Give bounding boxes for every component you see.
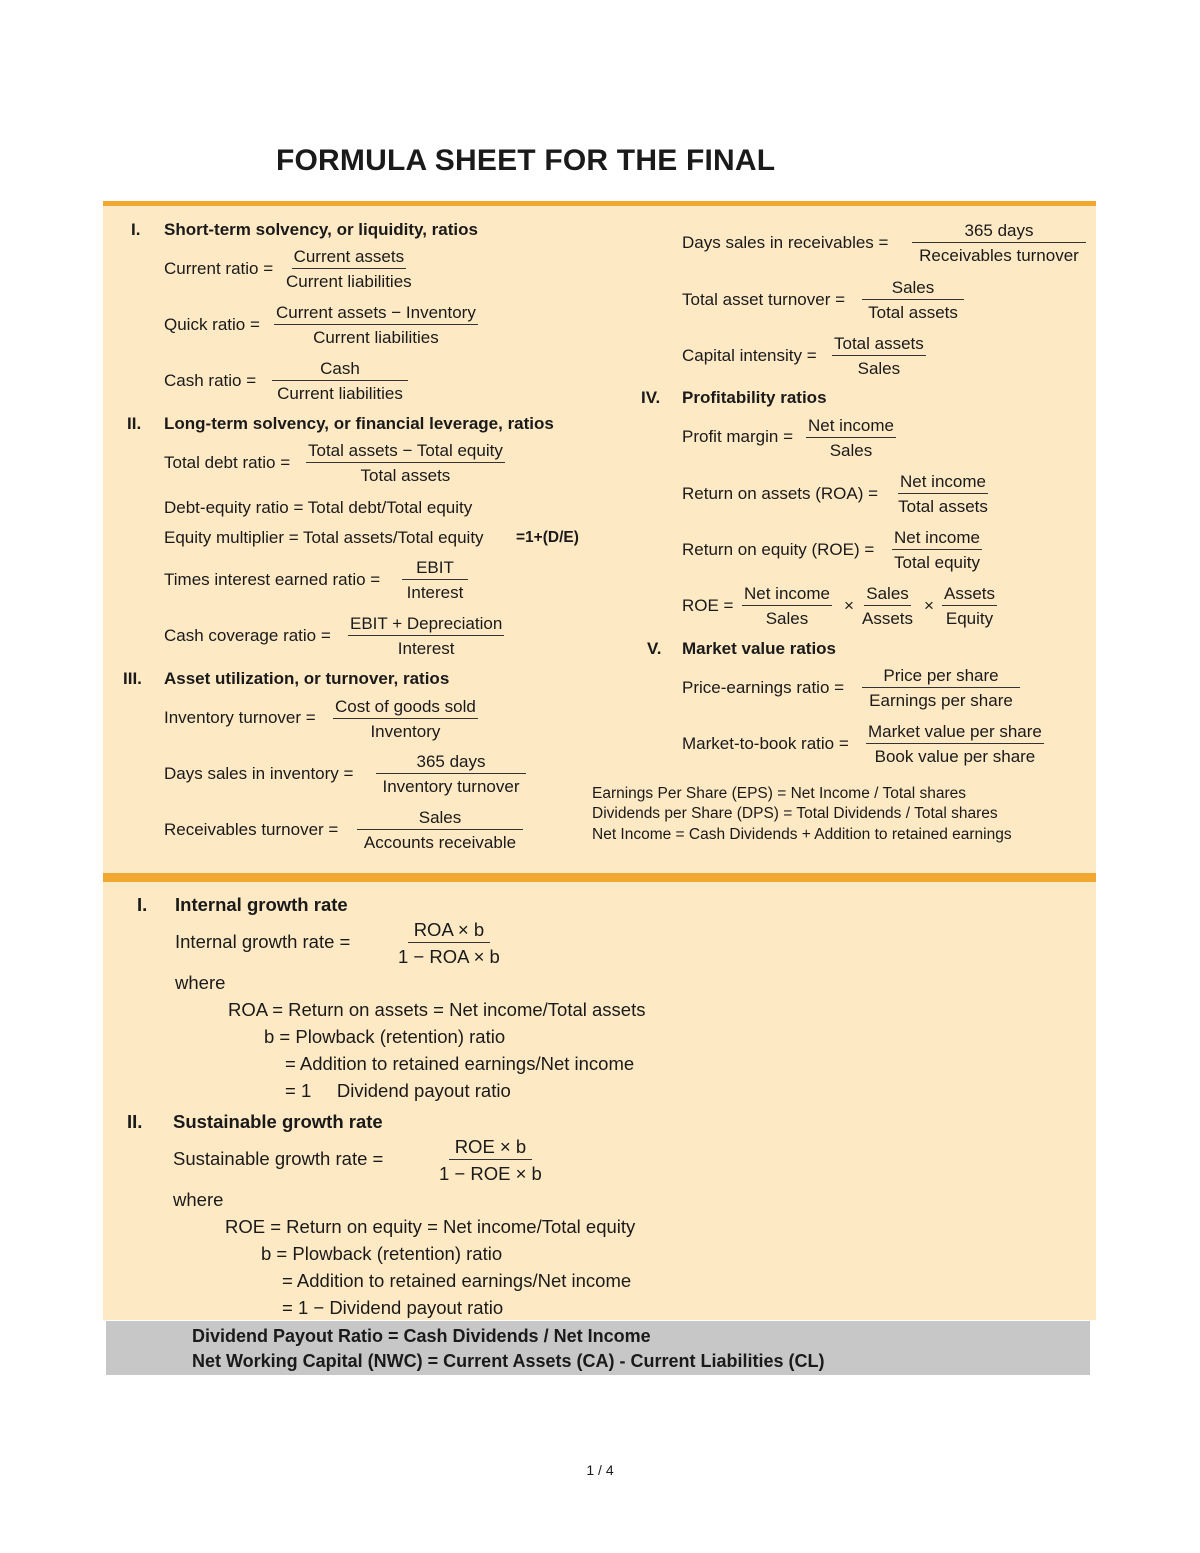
times-symbol: × xyxy=(924,596,934,615)
internal-growth-title: Internal growth rate xyxy=(175,894,348,915)
pe-ratio-label: Price-earnings ratio = xyxy=(682,678,845,697)
numerator: Sales xyxy=(864,584,911,606)
denominator: Total equity xyxy=(893,553,980,572)
times-symbol: × xyxy=(844,596,854,615)
numerator: Current assets xyxy=(292,247,407,269)
section-title-liquidity: Short-term solvency, or liquidity, ratios xyxy=(164,220,478,239)
numerator: 365 days xyxy=(376,752,526,774)
cash-ratio-label: Cash ratio = xyxy=(164,371,257,390)
section-number: V. xyxy=(647,639,662,658)
equity-multiplier-note: =1+(D/E) xyxy=(516,529,579,546)
numerator: Net income xyxy=(742,584,832,606)
roe-label: Return on equity (ROE) = xyxy=(682,540,875,559)
section-title-leverage: Long-term solvency, or financial leverage, ratios xyxy=(164,414,554,433)
sustainable-growth-label: Sustainable growth rate = xyxy=(173,1148,384,1169)
numerator: Market value per share xyxy=(866,722,1044,744)
denominator: Sales xyxy=(765,609,809,628)
days-sales-receivables-fraction xyxy=(912,221,1086,266)
total-asset-turnover-label: Total asset turnover = xyxy=(682,290,846,309)
where-label: where xyxy=(175,972,226,993)
sustainable-growth-fraction xyxy=(439,1136,542,1185)
cash-coverage-fraction xyxy=(348,614,504,659)
internal-growth-fraction xyxy=(398,919,500,968)
inventory-turnover-fraction xyxy=(333,697,478,742)
section-number: III. xyxy=(123,669,142,688)
internal-growth-line: b = Plowback (retention) ratio xyxy=(264,1026,506,1047)
total-debt-ratio-fraction xyxy=(306,441,505,486)
page-indicator: 1 / 4 xyxy=(586,1462,614,1478)
profit-margin-label: Profit margin = xyxy=(682,427,794,446)
receivables-turnover-fraction xyxy=(357,808,523,853)
denominator: Inventory turnover xyxy=(382,777,520,796)
market-to-book-fraction xyxy=(866,722,1044,767)
denominator: Book value per share xyxy=(874,747,1036,766)
capital-intensity-fraction xyxy=(832,334,926,379)
cash-ratio-fraction xyxy=(272,359,408,404)
roe-fraction xyxy=(892,528,982,573)
denominator: 1 − ROE × b xyxy=(439,1163,542,1184)
numerator: Sales xyxy=(357,808,523,830)
section-number: I. xyxy=(131,220,141,239)
denominator: Accounts receivable xyxy=(363,833,517,852)
note-net-income: Net Income = Cash Dividends + Addition to retained earnings xyxy=(592,826,1012,843)
numerator: Cash xyxy=(272,359,408,381)
dupont-fraction-2 xyxy=(862,584,913,629)
numerator: Price per share xyxy=(862,666,1020,688)
sustainable-growth-line: ROE = Return on equity = Net income/Total equity xyxy=(225,1216,636,1237)
denominator: Interest xyxy=(397,639,455,658)
quick-ratio-label: Quick ratio = xyxy=(164,315,260,334)
days-sales-inventory-label: Days sales in inventory = xyxy=(164,764,354,783)
denominator: Total assets xyxy=(898,497,988,516)
note-eps: Earnings Per Share (EPS) = Net Income / Total shares xyxy=(592,785,967,802)
debt-equity-ratio: Debt-equity ratio = Total debt/Total equity xyxy=(164,498,473,517)
section-number: IV. xyxy=(641,388,661,407)
dupont-fraction-1 xyxy=(742,584,832,629)
total-debt-ratio-label: Total debt ratio = xyxy=(164,453,291,472)
internal-growth-line: = Addition to retained earnings/Net income xyxy=(285,1053,635,1074)
internal-growth-line: ROA = Return on assets = Net income/Total assets xyxy=(228,999,646,1020)
pe-ratio-fraction xyxy=(862,666,1020,711)
numerator: ROE × b xyxy=(449,1136,532,1160)
times-interest-earned-label: Times interest earned ratio = xyxy=(164,570,381,589)
internal-growth-label: Internal growth rate = xyxy=(175,931,351,952)
numerator: Total assets − Total equity xyxy=(306,441,505,463)
numerator: Current assets − Inventory xyxy=(274,303,478,325)
section-title-market-value: Market value ratios xyxy=(682,639,837,658)
receivables-turnover-label: Receivables turnover = xyxy=(164,820,339,839)
current-ratio-fraction xyxy=(286,247,412,292)
denominator: Inventory xyxy=(370,722,441,741)
capital-intensity-label: Capital intensity = xyxy=(682,346,817,365)
denominator: Sales xyxy=(857,359,901,378)
roa-fraction xyxy=(898,472,988,517)
dividend-payout-formula: Dividend Payout Ratio = Cash Dividends / Net Income xyxy=(192,1326,651,1346)
net-working-capital-formula: Net Working Capital (NWC) = Current Assets (CA) - Current Liabilities (CL) xyxy=(192,1351,825,1371)
section-number: I. xyxy=(137,894,148,915)
sustainable-growth-line: b = Plowback (retention) ratio xyxy=(261,1243,503,1264)
denominator: Equity xyxy=(945,609,994,628)
numerator: Sales xyxy=(862,278,964,300)
market-to-book-label: Market-to-book ratio = xyxy=(682,734,849,753)
denominator: Earnings per share xyxy=(869,691,1013,710)
numerator: ROA × b xyxy=(408,919,490,943)
denominator: Total assets xyxy=(360,466,451,485)
denominator: Current liabilities xyxy=(286,272,412,291)
section-number: II. xyxy=(127,1111,143,1132)
total-asset-turnover-fraction xyxy=(862,278,964,323)
equity-multiplier: Equity multiplier = Total assets/Total equity xyxy=(164,528,484,547)
numerator: Net income xyxy=(892,528,982,550)
section-number: II. xyxy=(127,414,142,433)
numerator: Cost of goods sold xyxy=(333,697,478,719)
numerator: Total assets xyxy=(832,334,926,356)
denominator: Assets xyxy=(862,609,914,628)
numerator: EBIT xyxy=(402,558,468,580)
denominator: Total assets xyxy=(868,303,958,322)
section-title-profitability: Profitability ratios xyxy=(682,388,827,407)
numerator: Net income xyxy=(806,416,896,438)
quick-ratio-fraction xyxy=(274,303,478,348)
denominator: Current liabilities xyxy=(313,328,439,347)
denominator: 1 − ROA × b xyxy=(398,946,500,967)
numerator: 365 days xyxy=(912,221,1086,243)
denominator: Sales xyxy=(829,441,873,460)
cash-coverage-label: Cash coverage ratio = xyxy=(164,626,331,645)
times-interest-earned-fraction xyxy=(402,558,468,603)
page-title: FORMULA SHEET FOR THE FINAL xyxy=(276,144,776,177)
days-sales-inventory-fraction xyxy=(376,752,526,797)
sustainable-growth-title: Sustainable growth rate xyxy=(173,1111,383,1132)
dupont-roe-label: ROE = xyxy=(682,596,734,615)
days-sales-receivables-label: Days sales in receivables = xyxy=(682,233,889,252)
sustainable-growth-line: = 1 − Dividend payout ratio xyxy=(282,1297,504,1318)
dupont-fraction-3 xyxy=(942,584,997,629)
roa-label: Return on assets (ROA) = xyxy=(682,484,879,503)
denominator: Interest xyxy=(406,583,464,602)
numerator: Assets xyxy=(942,584,997,606)
internal-growth-line: = 1 Dividend payout ratio xyxy=(285,1080,511,1101)
middle-rule xyxy=(103,873,1096,882)
numerator: Net income xyxy=(898,472,988,494)
note-dps: Dividends per Share (DPS) = Total Dividends / Total shares xyxy=(592,805,998,822)
numerator: EBIT + Depreciation xyxy=(348,614,504,636)
where-label: where xyxy=(173,1189,224,1210)
section-title-turnover: Asset utilization, or turnover, ratios xyxy=(164,669,450,688)
sustainable-growth-line: = Addition to retained earnings/Net income xyxy=(282,1270,632,1291)
profit-margin-fraction xyxy=(806,416,896,461)
denominator: Receivables turnover xyxy=(919,246,1079,265)
current-ratio-label: Current ratio = xyxy=(164,259,274,278)
inventory-turnover-label: Inventory turnover = xyxy=(164,708,316,727)
denominator: Current liabilities xyxy=(277,384,403,403)
